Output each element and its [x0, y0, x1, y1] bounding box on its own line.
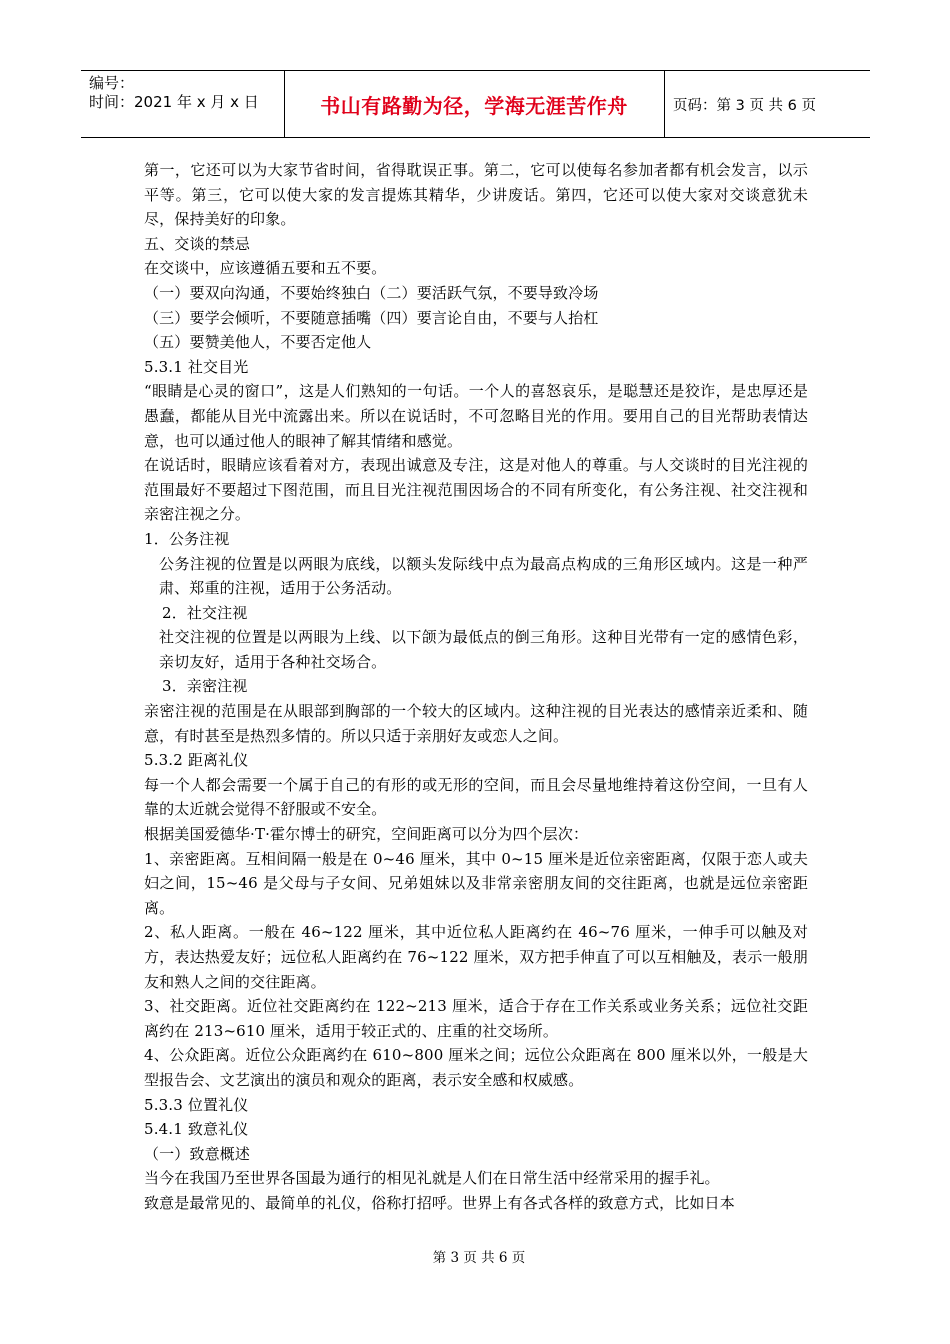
section-heading: 5.3.3 位置礼仪 — [144, 1095, 249, 1114]
list-item: 1、亲密距离。互相间隔一般是在 0~46 厘米，其中 0~15 厘米是近位亲密距离，仅限于恋人或夫妇之间，15~46 是父母与子女间、兄弟姐妹以及非常亲密朋友间的交往距离，也就是远位亲密距离。 — [144, 849, 808, 917]
paragraph: 第一，它还可以为大家节省时间，省得耽误正事。第二，它可以使每名参加者都有机会发言，以示平等。第三，它可以使大家的发言提炼其精华，少讲废话。第四，它还可以使大家对交谈意犹未尽，保持美好的印象。 — [144, 161, 808, 229]
header-meta — [89, 74, 259, 112]
list-item: 4、公众距离。近位公众距离约在 610~800 厘米之间；远位公众距离在 800 厘米以外，一般是大型报告会、文艺演出的演员和观众的距离，表示安全感和权威感。 — [144, 1046, 808, 1089]
paragraph: 根据美国爱德华·T·霍尔博士的研究，空间距离可以分为四个层次： — [144, 825, 589, 844]
paragraph: 公务注视的位置是以两眼为底线，以额头发际线中点为最高点构成的三角形区域内。这是一种严肃、郑重的注视，适用于公务活动。 — [159, 554, 808, 598]
header-date: 时间：2021 年 x 月 x 日 — [89, 93, 259, 111]
paragraph: “眼睛是心灵的窗口”，这是人们熟知的一句话。一个人的喜怒哀乐，是聪慧还是狡诈，是忠厚还是愚蠢，都能从目光中流露出来。所以在说话时，不可忽略目光的作用。要用自己的目光帮助表情达意，也可以通过他人的眼神了解其情绪和感觉。 — [144, 382, 808, 450]
document-body — [144, 158, 808, 1216]
page-footer — [0, 1246, 950, 1266]
paragraph: 社交注视的位置是以两眼为上线、以下颌为最低点的倒三角形。这种目光带有一定的感情色彩，亲切友好，适用于各种社交场合。 — [159, 628, 808, 671]
paragraph: 当今在我国乃至世界各国最为通行的相见礼就是人们在日常生活中经常采用的握手礼。 — [144, 1169, 720, 1188]
subsection-heading: 2．社交注视 — [162, 603, 248, 622]
list-item: （五）要赞美他人，不要否定他人 — [144, 333, 372, 352]
header-motto: 书山有路勤为径，学海无涯苦作舟 — [320, 93, 628, 118]
subsection-heading: 3．亲密注视 — [162, 677, 248, 696]
section-heading: 5.3.1 社交目光 — [144, 357, 249, 376]
list-item: 2、私人距离。一般在 46~122 厘米，其中近位私人距离约在 46~76 厘米，一伸手可以触及对方，表达热爱友好；远位私人距离约在 76~122 厘米，双方把手伸直了可以互相触及，表示一般朋友和熟人之间的交往距离。 — [144, 923, 808, 991]
paragraph: 每一个人都会需要一个属于自己的有形的或无形的空间，而且会尽量地维持着这份空间，一旦有人靠的太近就会觉得不舒服或不安全。 — [144, 775, 808, 819]
list-item: （三）要学会倾听，不要随意插嘴（四）要言论自由，不要与人抬杠 — [144, 308, 599, 327]
paragraph: 在说话时，眼睛应该看着对方，表现出诚意及专注，这是对他人的尊重。与人交谈时的目光注视的范围最好不要超过下图范围，而且目光注视范围因场合的不同有所变化，有公务注视、社交注视和亲密注视之分。 — [144, 456, 808, 524]
subsection-heading: 1．公务注视 — [144, 529, 230, 548]
subsection-heading: （一）致意概述 — [144, 1144, 251, 1163]
paragraph: 在交谈中，应该遵循五要和五不要。 — [144, 259, 387, 278]
section-heading: 五、交谈的禁忌 — [144, 234, 251, 253]
footer-page-number: 第 3 页 共 6 页 — [432, 1250, 526, 1266]
page-header — [81, 70, 870, 138]
section-heading: 5.4.1 致意礼仪 — [144, 1120, 249, 1139]
header-page-number: 页码：第 3 页 共 6 页 — [673, 97, 816, 114]
section-heading: 5.3.2 距离礼仪 — [144, 751, 249, 770]
paragraph: 致意是最常见的、最简单的礼仪，俗称打招呼。世界上有各式各样的致意方式，比如日本 — [144, 1193, 735, 1212]
list-item: （一）要双向沟通，不要始终独白（二）要活跃气氛，不要导致冷场 — [144, 283, 599, 302]
header-number: 编号： — [89, 74, 135, 92]
paragraph: 亲密注视的范围是在从眼部到胸部的一个较大的区域内。这种注视的目光表达的感情亲近柔和、随意，有时甚至是热烈多情的。所以只适于亲朋好友或恋人之间。 — [144, 702, 808, 745]
list-item: 3、社交距离。近位社交距离约在 122~213 厘米，适合于存在工作关系或业务关系；远位社交距离约在 213~610 厘米，适用于较正式的、庄重的社交场所。 — [144, 997, 808, 1040]
